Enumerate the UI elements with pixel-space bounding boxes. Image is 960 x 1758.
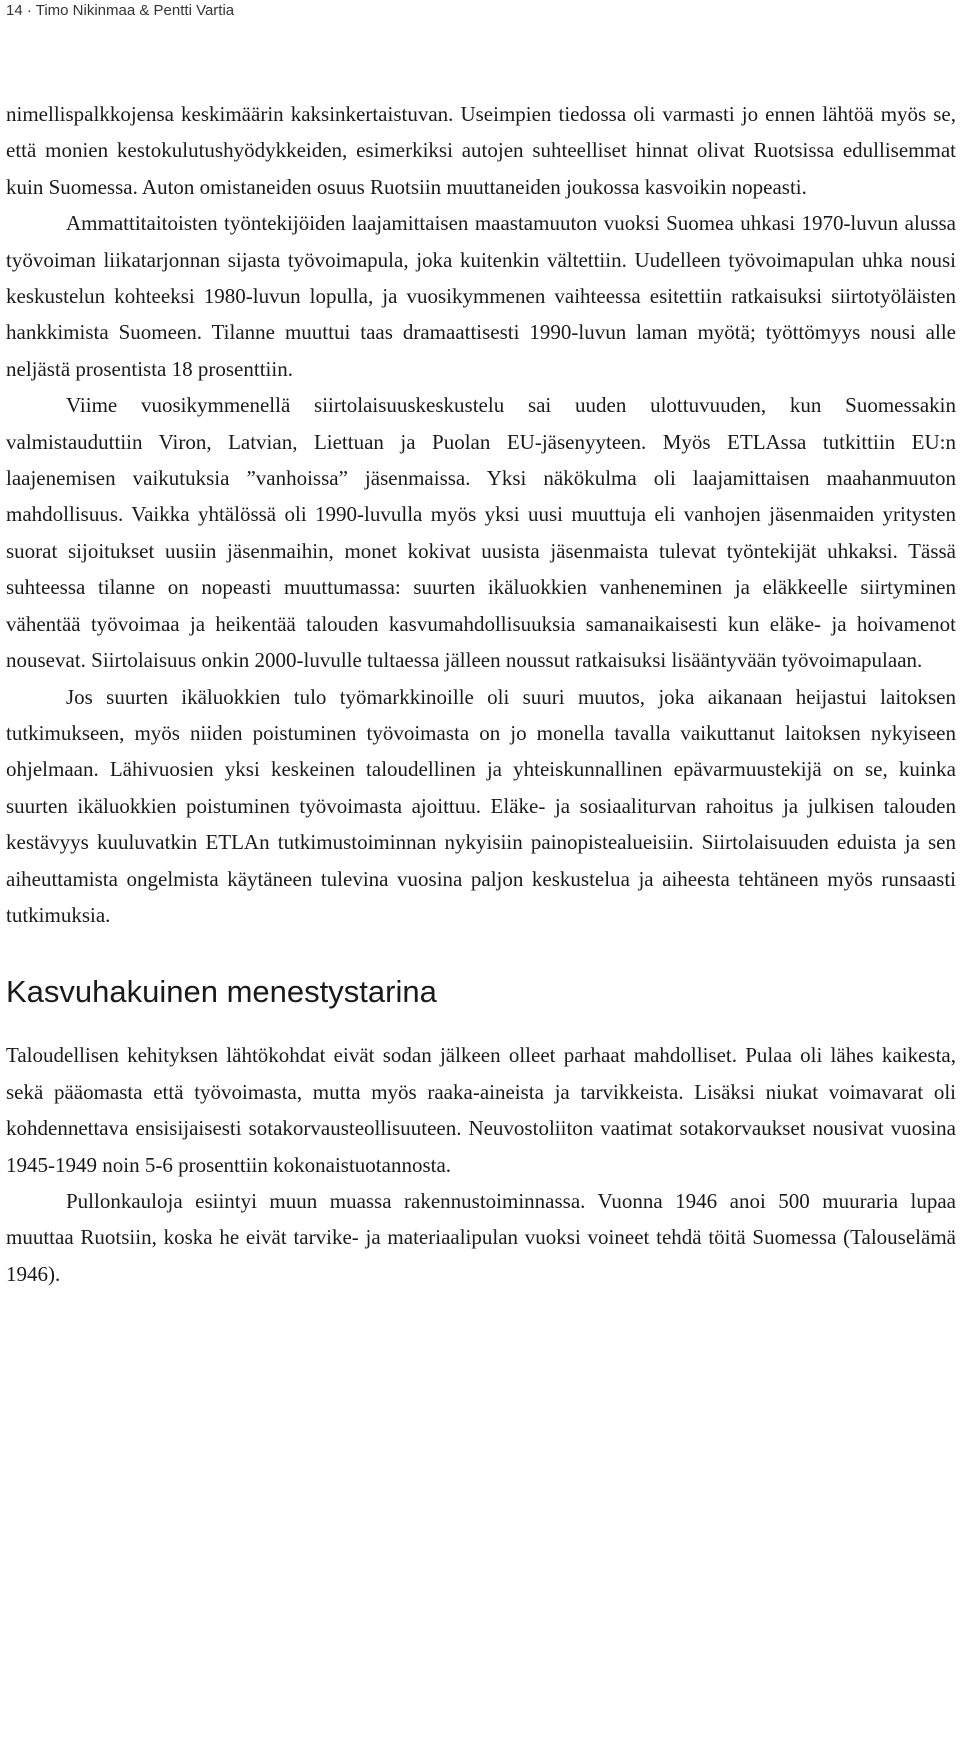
body-text xyxy=(6,96,956,1292)
section-text xyxy=(6,1037,956,1292)
paragraph: Viime vuosikymmenellä siirtolaisuuskeskustelu sai uuden ulottuvuuden, kun Suomessakin valmistauduttiin Viron, Latvian, Liettuan ja Puolan EU-jäsenyyteen. Myös ETLAssa tutkittiin EU:n laajenemisen vaikutuksia ”vanhoissa” jäsenmaissa. Yksi näkökulma oli laajamittaisen maahanmuuton mahdollisuus. Vaikka yhtälössä oli 1990-luvulla myös yksi uusi muuttuja eli vanhojen jäsenmaiden yritysten suorat sijoitukset uusiin jäsenmaihin, monet kokivat uusista jäsenmaista tulevat työntekijät uhkaksi. Tässä suhteessa tilanne on nopeasti muuttumassa: suurten ikäluokkien vanheneminen ja eläkkeelle siirtyminen vähentää työvoimaa ja heikentää talouden kasvumahdollisuuksia samanaikaisesti kun eläke- ja hoivamenot nousevat. Siirtolaisuus onkin 2000-luvulle tultaessa jälleen noussut ratkaisuksi lisääntyvään työvoimapulaan. xyxy=(6,393,956,673)
paragraph: nimellispalkkojensa keskimäärin kaksinkertaistuvan. Useimpien tiedossa oli varmasti jo ennen lähtöä myös se, että monien kestokulutushyödykkeiden, esimerkiksi autojen suhteelliset hinnat olivat Ruotsissa edullisemmat kuin Suomessa. Auton omistaneiden osuus Ruotsiin muuttaneiden joukossa kasvoikin nopeasti. xyxy=(6,102,956,199)
paragraph: Taloudellisen kehityksen lähtökohdat eivät sodan jälkeen olleet parhaat mahdolliset. Pulaa oli lähes kaikesta, sekä pääomasta että työvoimasta, mutta myös raaka-aineista ja tarvikkeista. Lisäksi niukat voimavarat oli kohdennettava ensisijaisesti sotakorvausteollisuuteen. Neuvostoliiton vaatimat sotakorvaukset nousivat vuosina 1945-1949 noin 5-6 prosenttiin kokonaistuotannosta. xyxy=(6,1043,956,1177)
section-heading: Kasvuhakuinen menestystarina xyxy=(6,974,437,1010)
running-head: 14 · Timo Nikinmaa & Pentti Vartia xyxy=(6,2,235,19)
paragraph: Ammattitaitoisten työntekijöiden laajamittaisen maastamuuton vuoksi Suomea uhkasi 1970-luvun alussa työvoiman liikatarjonnan sijasta työvoimapula, joka kuitenkin vältettiin. Uudelleen työvoimapulan uhka nousi keskustelun kohteeksi 1980-luvun lopulla, ja vuosikymmenen vaihteessa esitettiin ratkaisuksi siirtotyöläisten hankkimista Suomeen. Tilanne muuttui taas dramaattisesti 1990-luvun laman myötä; työttömyys nousi alle neljästä prosentista 18 prosenttiin. xyxy=(6,211,956,381)
paragraph: Jos suurten ikäluokkien tulo työmarkkinoille oli suuri muutos, joka aikanaan heijastui laitoksen tutkimukseen, myös niiden poistuminen työvoimasta on jo monella tavalla vaikuttanut laitoksen nykyiseen ohjelmaan. Lähivuosien yksi keskeinen taloudellinen ja yhteiskunnallinen epävarmuustekijä on se, kuinka suurten ikäluokkien poistuminen työvoimasta ajoittuu. Eläke- ja sosiaaliturvan rahoitus ja julkisen talouden kestävyys kuuluvatkin ETLAn tutkimustoiminnan nykyisiin painopistealueisiin. Siirtolaisuuden eduista ja sen aiheuttamista ongelmista käytäneen tulevina vuosina paljon keskustelua ja aiheesta tehtäneen myös runsaasti tutkimuksia. xyxy=(6,684,956,927)
paragraph: Pullonkauloja esiintyi muun muassa rakennustoiminnassa. Vuonna 1946 anoi 500 muuraria lupaa muuttaa Ruotsiin, koska he eivät tarvike- ja materiaalipulan vuoksi voineet tehdä töitä Suomessa (Talouselämä 1946). xyxy=(6,1188,956,1286)
